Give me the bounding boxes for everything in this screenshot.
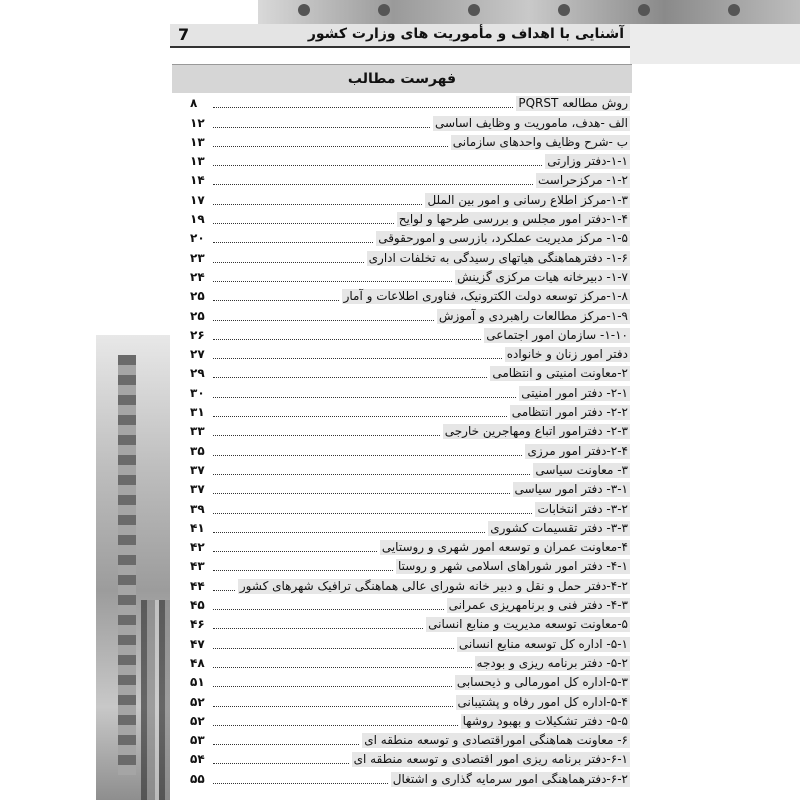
toc-entry-page: ۳۹	[190, 501, 205, 516]
toc-entry-label: ۱-۹-مرکز مطالعات راهبردی و آموزش	[438, 308, 628, 323]
toc-entry-page: ۵۵	[190, 771, 205, 786]
toc-entry[interactable]	[190, 574, 630, 593]
toc-entry[interactable]	[190, 150, 630, 169]
toc-entry[interactable]	[190, 420, 630, 439]
toc-entry-page: ۴۴	[190, 578, 205, 593]
toc-entry-page: ۲۹	[190, 366, 205, 381]
toc-entry-page: ۴۲	[190, 540, 205, 555]
toc-entry-page: ۴۶	[190, 617, 205, 632]
dot-leader	[213, 261, 364, 263]
dot-leader	[213, 357, 502, 359]
dot-leader	[213, 782, 388, 784]
dot-leader	[213, 550, 377, 552]
toc-entry-page: ۴۳	[190, 559, 205, 574]
toc-entry[interactable]	[190, 343, 630, 362]
toc-entry-page: ۲۳	[190, 250, 205, 265]
toc-entry-label: ۱-۱-دفتر وزارتی	[547, 154, 628, 169]
toc-entry[interactable]	[190, 381, 630, 400]
toc-entry[interactable]	[190, 748, 630, 767]
toc-entry-page: ۵۲	[190, 713, 205, 728]
header-photo-strip	[630, 24, 800, 64]
dot-leader	[213, 685, 452, 687]
toc-entry-page: ۲۶	[190, 327, 205, 342]
header-photo	[258, 0, 800, 24]
dot-leader	[213, 531, 485, 533]
dot-leader	[213, 454, 522, 456]
dot-leader	[213, 627, 423, 629]
dot-leader	[213, 666, 472, 668]
toc-entry-page: ۵۳	[190, 733, 205, 748]
toc-entry[interactable]	[190, 652, 630, 671]
toc-entry-page: ۴۱	[190, 520, 205, 535]
toc-entry[interactable]	[190, 613, 630, 632]
toc-entry[interactable]	[190, 690, 630, 709]
dot-leader	[213, 396, 516, 398]
toc-entry-label: ۵-۱- اداره کل توسعه منابع انسانی	[458, 636, 628, 651]
toc-entry-label: ۵-۲- دفتر برنامه ریزی و بودجه	[476, 655, 628, 670]
dot-leader	[213, 241, 373, 243]
toc-entry[interactable]	[190, 111, 630, 130]
toc-entry[interactable]	[190, 324, 630, 343]
toc-entry[interactable]	[190, 536, 630, 555]
toc-entry-page: ۳۰	[190, 385, 205, 400]
toc-entry-label: ۴-۱- دفتر امور شوراهای اسلامی شهر و روستا	[397, 559, 628, 574]
dot-leader	[213, 512, 532, 514]
toc-entry[interactable]	[190, 285, 630, 304]
toc-entry[interactable]	[190, 439, 630, 458]
toc-entry[interactable]	[190, 497, 630, 516]
toc-entry[interactable]	[190, 671, 630, 690]
toc-entry-label: ۳-۱- دفتر امور سیاسی	[514, 482, 628, 497]
toc-title-bar	[172, 64, 632, 93]
toc-entry-label: ۲-۱- دفتر امور امنیتی	[521, 385, 628, 400]
toc-entry-label: ۵-۳-اداره کل امورمالی و ذیحسابی	[456, 675, 628, 690]
toc-entry-label: ۱-۷- دبیرخانه هیات مرکزی گزینش	[457, 269, 628, 284]
toc-entry-label: ۴-۲-دفتر حمل و نقل و دبیر خانه شورای عالی هماهنگی ترافیک شهرهای کشور	[239, 578, 628, 593]
toc-entry-label: ۳-۲- دفتر انتخابات	[537, 501, 628, 516]
dot-leader	[213, 743, 359, 745]
toc-entry-page: ۲۰	[190, 231, 205, 246]
dot-leader	[213, 473, 530, 475]
toc-entry-page: ۴۸	[190, 655, 205, 670]
dot-leader	[213, 608, 444, 610]
dot-leader	[213, 145, 448, 147]
dot-leader	[213, 280, 452, 282]
toc-entry-page: ۸	[190, 96, 198, 111]
toc-entry-page: ۱۹	[190, 212, 205, 227]
dot-leader	[213, 569, 393, 571]
toc-entry-page: ۳۷	[190, 482, 205, 497]
toc-entry-page: ۱۴	[190, 173, 205, 188]
dot-leader	[213, 299, 339, 301]
toc-entry-label: ۱-۶- دفترهماهنگی هیاتهای رسیدگی به تخلفات اداری	[368, 250, 628, 265]
toc-entry[interactable]	[190, 710, 630, 729]
toc-entry-page: ۲۷	[190, 347, 205, 362]
dot-leader	[213, 203, 422, 205]
toc-entry-label: ۱-۱۰- سازمان امور اجتماعی	[486, 327, 628, 342]
toc-entry-label: ۵-۵- دفتر تشکیلات و بهبود روشها	[462, 713, 628, 728]
toc-entry[interactable]	[190, 632, 630, 651]
toc-entry[interactable]	[190, 188, 630, 207]
toc-entry-label: الف -هدف، ماموریت و وظایف اساسی	[434, 115, 628, 130]
toc-entry[interactable]	[190, 401, 630, 420]
dot-leader	[213, 762, 349, 764]
dot-leader	[213, 705, 453, 707]
toc-entry-label: ۶- معاونت هماهنگی اموراقتصادی و توسعه منطقه ای	[364, 733, 628, 748]
toc-entry[interactable]	[190, 208, 630, 227]
running-header-title: آشنایی با اهداف و مأموریت های وزارت کشور	[307, 26, 624, 42]
dot-leader	[213, 647, 454, 649]
toc-entry-page: ۱۳	[190, 134, 205, 149]
toc-entry[interactable]	[190, 517, 630, 536]
toc-entry-page: ۳۱	[190, 405, 205, 420]
running-header	[170, 24, 630, 48]
toc-entry-label: ۲-۴-دفتر امور مرزی	[527, 443, 628, 458]
toc-entry[interactable]	[190, 304, 630, 323]
toc-entry-page: ۲۴	[190, 269, 205, 284]
dot-leader	[213, 434, 440, 436]
toc-entry-label: ۱-۵- مرکز مدیریت عملکرد، بازرسی و امورحقوقی	[378, 231, 628, 246]
toc-entry[interactable]	[190, 92, 630, 111]
table-of-contents	[190, 92, 630, 787]
dot-leader	[213, 164, 542, 166]
toc-entry-page: ۴۷	[190, 636, 205, 651]
toc-entry[interactable]	[190, 767, 630, 786]
toc-entry-label: ۲-۳- دفترامور اتباع ومهاجرین خارجی	[444, 424, 628, 439]
toc-entry[interactable]	[190, 362, 630, 381]
toc-entry-label: ۱-۴-دفتر امور مجلس و بررسی طرحها و لوایح	[398, 212, 628, 227]
dot-leader	[213, 126, 430, 128]
dot-leader	[213, 338, 481, 340]
toc-entry-label: ۳- معاونت سیاسی	[535, 462, 628, 477]
dot-leader	[213, 415, 507, 417]
dot-leader	[213, 589, 235, 591]
dot-leader	[213, 376, 487, 378]
toc-entry-label: ۵-معاونت توسعه مدیریت و منابع انسانی	[428, 617, 628, 632]
toc-entry-label: ۴-۳- دفتر فنی و برنامهریزی عمرانی	[448, 598, 628, 613]
toc-entry-page: ۴۵	[190, 598, 205, 613]
toc-entry[interactable]	[190, 478, 630, 497]
toc-entry-page: ۵۴	[190, 752, 205, 767]
toc-entry-label: ب -شرح وظایف واحدهای سازمانی	[452, 134, 628, 149]
page-number: 7	[178, 25, 190, 44]
toc-entry-label: ۲-معاونت امنیتی و انتظامی	[492, 366, 628, 381]
toc-entry-page: ۳۷	[190, 462, 205, 477]
toc-entry-page: ۵۱	[190, 675, 205, 690]
toc-entry[interactable]	[190, 169, 630, 188]
toc-entry-page: ۲۵	[190, 308, 205, 323]
toc-entry-page: ۳۳	[190, 424, 205, 439]
dot-leader	[213, 222, 394, 224]
toc-entry-label: ۱-۸-مرکز توسعه دولت الکترونیک، فناوری اطلاعات و آمار	[343, 289, 628, 304]
toc-entry-page: ۱۷	[190, 192, 205, 207]
toc-entry[interactable]	[190, 459, 630, 478]
dot-leader	[213, 724, 458, 726]
toc-entry-label: ۶-۱-دفتر برنامه ریزی امور اقتصادی و توسعه منطقه ای	[353, 752, 628, 767]
dot-leader	[213, 183, 533, 185]
toc-entry-label: دفتر امور زنان و خانواده	[506, 347, 628, 362]
toc-entry-label: ۳-۳- دفتر تقسیمات کشوری	[490, 520, 628, 535]
dot-leader	[213, 106, 513, 108]
toc-entry-label: ۴-معاونت عمران و توسعه امور شهری و روستایی	[381, 540, 628, 555]
toc-entry[interactable]	[190, 131, 630, 150]
toc-entry-label: ۲-۲- دفتر امور انتظامی	[511, 405, 628, 420]
toc-entry[interactable]	[190, 729, 630, 748]
toc-entry[interactable]	[190, 594, 630, 613]
toc-entry-page: ۱۲	[190, 115, 205, 130]
toc-entry-label: روش مطالعه PQRST	[518, 96, 628, 111]
toc-entry[interactable]	[190, 266, 630, 285]
toc-entry[interactable]	[190, 227, 630, 246]
toc-entry-label: ۱-۲- مرکزحراست	[538, 173, 628, 188]
toc-entry-label: ۶-۲-دفترهماهنگی امور سرمایه گذاری و اشتغال	[392, 771, 628, 786]
toc-entry-page: ۳۵	[190, 443, 205, 458]
toc-entry-label: ۱-۳-مرکز اطلاع رسانی و امور بین الملل	[427, 192, 628, 207]
toc-entry-label: ۵-۴-اداره کل امور رفاه و پشتیبانی	[457, 694, 628, 709]
toc-entry-page: ۵۲	[190, 694, 205, 709]
toc-title: فهرست مطالب	[347, 71, 457, 87]
toc-entry[interactable]	[190, 246, 630, 265]
toc-entry-page: ۲۵	[190, 289, 205, 304]
toc-entry[interactable]	[190, 555, 630, 574]
decorative-photo	[96, 335, 170, 800]
dot-leader	[213, 319, 434, 321]
dot-leader	[213, 492, 510, 494]
toc-entry-page: ۱۳	[190, 154, 205, 169]
